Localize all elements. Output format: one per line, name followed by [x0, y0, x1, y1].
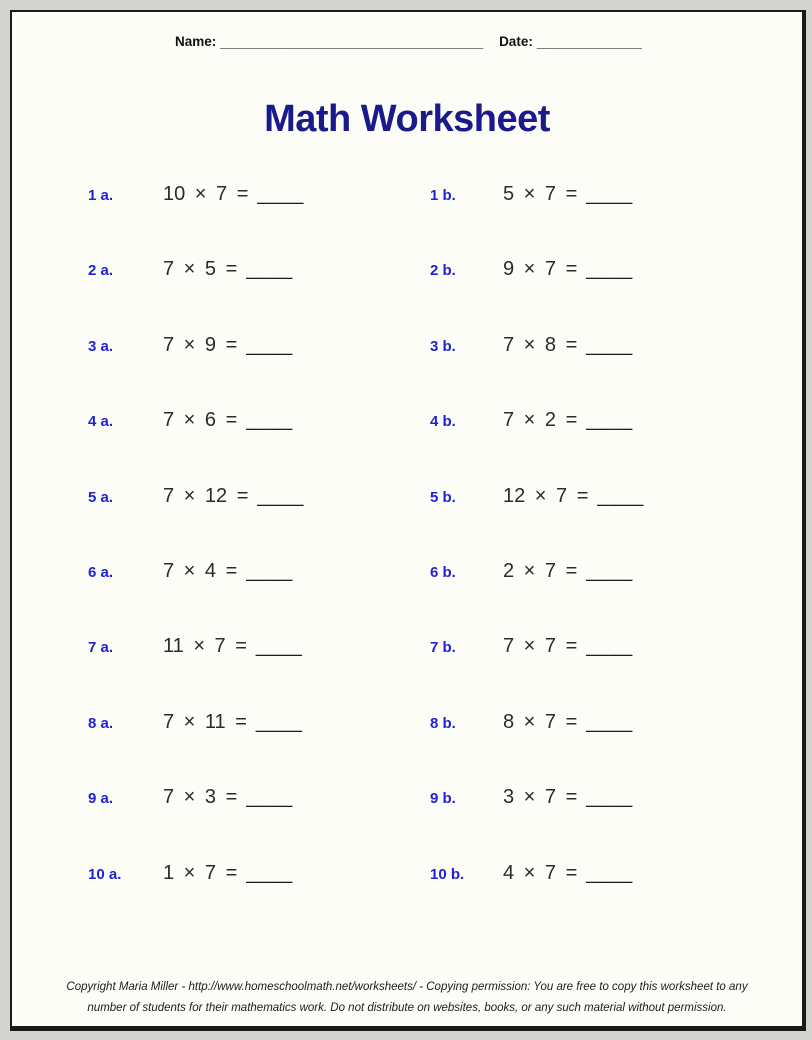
expression-text: 9 × 7 =: [503, 258, 578, 281]
expression-text: 7 × 5 =: [163, 258, 238, 281]
name-blank-line: ___________________________________: [220, 34, 484, 49]
expression-text: 12 × 7 =: [503, 484, 589, 507]
problem-expression: [503, 183, 633, 206]
problem-number-label: 9 b.: [430, 790, 456, 808]
copyright-line-1: Copyright Maria Miller - http://www.homeschoolmath.net/worksheets/ - Copying permission: You are free to copy this worksheet to any: [66, 981, 748, 993]
problem-number-label: 2 b.: [430, 262, 456, 280]
expression-text: 7 × 7 =: [503, 635, 578, 658]
problem-number-label: 9 a.: [88, 790, 114, 808]
problem-row: [12, 310, 802, 385]
expression-text: 7 × 12 =: [163, 484, 249, 507]
problem-row: [12, 838, 802, 913]
page-title: Math Worksheet: [264, 98, 550, 140]
problem-number-label: 6 a.: [88, 563, 114, 581]
name-date-row: [175, 34, 642, 49]
problem-expression: [503, 560, 633, 583]
problem-number-label: 1 a.: [88, 187, 114, 204]
problem-expression: [163, 635, 302, 658]
problem-number-label: 6 b.: [430, 563, 456, 581]
problem-expression: [503, 334, 633, 357]
problem-expression: [503, 485, 644, 508]
problem-number-label: 3 b.: [430, 337, 456, 355]
problem-number-label: 10 a.: [88, 865, 122, 883]
name-label: Name:: [175, 34, 217, 49]
problem-row: [12, 536, 802, 611]
answer-blank: ____: [246, 258, 293, 281]
expression-text: 10 × 7 =: [163, 183, 249, 205]
answer-blank: ____: [246, 861, 293, 884]
date-label: Date:: [499, 34, 533, 49]
answer-blank: ____: [257, 484, 304, 507]
expression-text: 7 × 8 =: [503, 333, 578, 356]
problem-expression: [503, 711, 633, 734]
problem-number-label: 10 b.: [430, 865, 465, 883]
copyright-footer: [12, 977, 802, 1019]
worksheet-page: [10, 10, 806, 1031]
expression-text: 7 × 9 =: [163, 333, 238, 356]
expression-text: 7 × 6 =: [163, 409, 238, 432]
answer-blank: ____: [257, 183, 304, 205]
expression-text: 1 × 7 =: [163, 861, 238, 884]
expression-text: 5 × 7 =: [503, 183, 578, 205]
problem-number-label: 2 a.: [88, 262, 114, 280]
answer-blank: ____: [586, 786, 633, 809]
answer-blank: ____: [246, 559, 293, 582]
answer-blank: ____: [586, 409, 633, 432]
expression-text: 3 × 7 =: [503, 786, 578, 809]
expression-text: 7 × 3 =: [163, 786, 238, 809]
problem-number-label: 5 a.: [88, 488, 114, 506]
answer-blank: ____: [597, 484, 644, 507]
answer-blank: ____: [586, 861, 633, 884]
problem-expression: [163, 786, 293, 809]
problem-number-label: 4 b.: [430, 413, 456, 431]
answer-blank: ____: [255, 635, 303, 658]
problem-expression: [163, 711, 302, 734]
answer-blank: ____: [586, 559, 633, 582]
problem-row: [12, 234, 802, 309]
expression-text: 7 × 2 =: [503, 409, 578, 432]
problem-number-label: 4 a.: [88, 413, 114, 431]
problem-number-label: 5 b.: [430, 488, 456, 506]
problem-expression: [503, 258, 633, 281]
answer-blank: ____: [255, 710, 303, 733]
problem-expression: [503, 635, 633, 658]
expression-text: 4 × 7 =: [503, 861, 578, 884]
answer-blank: ____: [586, 333, 633, 356]
problem-expression: [163, 409, 293, 432]
problem-expression: [163, 560, 293, 583]
answer-blank: ____: [246, 333, 293, 356]
expression-text: 2 × 7 =: [503, 559, 578, 582]
answer-blank: ____: [586, 183, 633, 205]
copyright-line-2: number of students for their mathematics work. Do not distribute on websites, books, or any such material without permission.: [87, 1002, 727, 1014]
answer-blank: ____: [586, 710, 633, 733]
problem-expression: [163, 862, 293, 885]
problem-row: [12, 687, 802, 762]
problem-expression: [163, 183, 304, 206]
problem-expression: [503, 862, 633, 885]
problem-number-label: 8 b.: [430, 714, 456, 732]
problems-grid: [12, 159, 802, 913]
expression-text: 7 × 4 =: [163, 559, 238, 582]
problem-number-label: 7 b.: [430, 639, 456, 657]
problem-number-label: 8 a.: [88, 714, 114, 732]
problem-row: [12, 159, 802, 234]
problem-expression: [163, 258, 293, 281]
problem-number-label: 1 b.: [430, 187, 456, 204]
problem-row: [12, 385, 802, 460]
problem-expression: [163, 485, 304, 508]
problem-row: [12, 611, 802, 686]
answer-blank: ____: [586, 258, 633, 281]
problem-expression: [163, 334, 293, 357]
problem-expression: [503, 409, 633, 432]
date-blank-line: ______________: [536, 34, 642, 49]
problem-row: [12, 762, 802, 837]
answer-blank: ____: [246, 409, 293, 432]
problem-expression: [503, 786, 633, 809]
answer-blank: ____: [586, 635, 633, 658]
expression-text: 8 × 7 =: [503, 710, 578, 733]
answer-blank: ____: [246, 786, 293, 809]
problem-number-label: 7 a.: [88, 639, 114, 657]
expression-text: 11 × 7 =: [163, 635, 247, 658]
expression-text: 7 × 11 =: [163, 710, 247, 733]
problem-number-label: 3 a.: [88, 337, 114, 355]
problem-row: [12, 461, 802, 536]
